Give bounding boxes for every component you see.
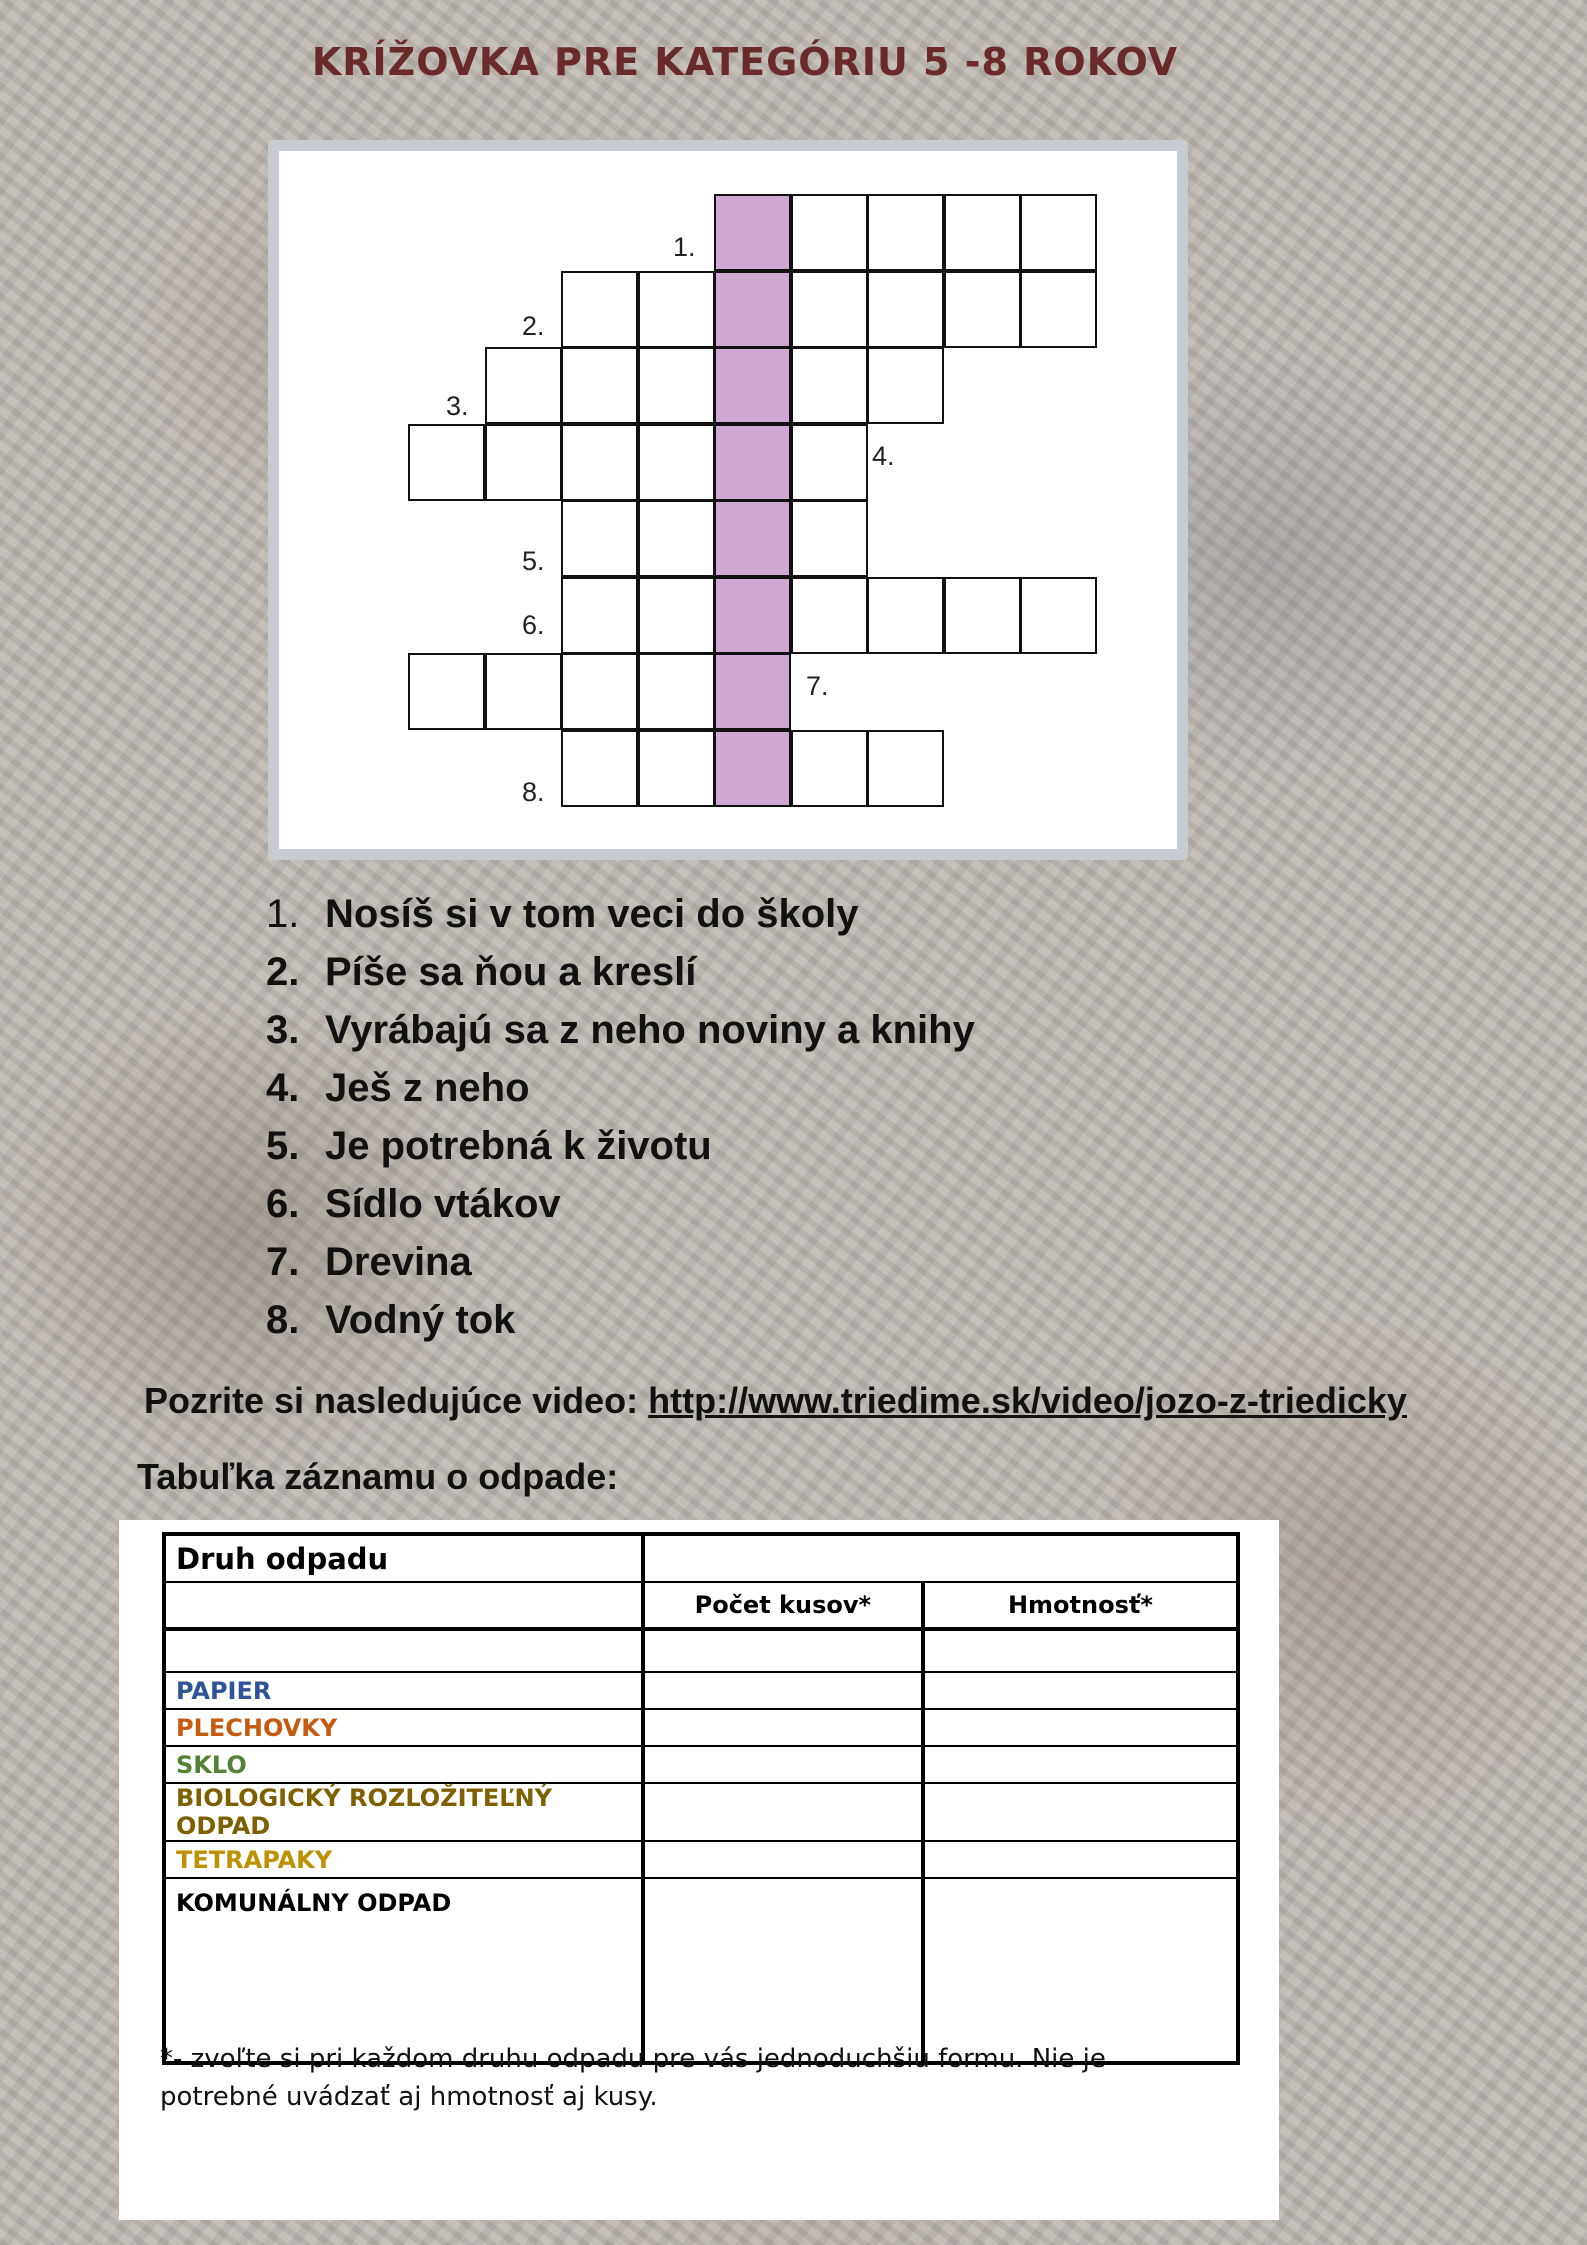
table-header-row [164, 1534, 1238, 1582]
clue-text: Je potrebná k životu [325, 1124, 712, 1168]
crossword-solution-cell[interactable] [714, 653, 791, 730]
crossword-cell[interactable] [944, 577, 1021, 654]
table-row [164, 1878, 1238, 2063]
clue-number: 3. [266, 1008, 300, 1052]
weight-cell[interactable] [923, 1878, 1238, 2063]
crossword-cell[interactable] [1020, 194, 1097, 271]
crossword-solution-cell[interactable] [714, 347, 791, 424]
crossword-cell[interactable] [408, 653, 485, 730]
weight-cell[interactable] [923, 1746, 1238, 1783]
table-row [164, 1783, 1238, 1841]
crossword-cell[interactable] [1020, 271, 1097, 348]
table-row [164, 1672, 1238, 1709]
clue-item [266, 1233, 975, 1291]
count-cell[interactable] [643, 1878, 923, 2063]
clue-number: 4. [266, 1066, 300, 1110]
video-label: Pozrite si nasledujúce video: [144, 1380, 639, 1421]
crossword-cell[interactable] [791, 577, 868, 654]
clue-number: 7. [266, 1240, 300, 1284]
crossword-number: 5. [522, 546, 545, 576]
clue-text: Sídlo vtákov [325, 1182, 561, 1226]
header-empty-cell [643, 1534, 1238, 1582]
clue-item [266, 1175, 975, 1233]
clue-item [266, 943, 975, 1001]
waste-table [162, 1532, 1240, 2065]
video-link[interactable]: http://www.triedime.sk/video/jozo-z-triedicky [648, 1380, 1407, 1421]
crossword-solution-cell[interactable] [714, 271, 791, 348]
weight-cell[interactable] [923, 1783, 1238, 1841]
clue-item [266, 885, 975, 943]
crossword-cell[interactable] [867, 730, 944, 807]
crossword-cell[interactable] [561, 271, 638, 348]
crossword-solution-cell[interactable] [714, 577, 791, 654]
clue-item [266, 1001, 975, 1059]
clue-text: Nosíš si v tom veci do školy [325, 892, 859, 936]
crossword-cell[interactable] [408, 424, 485, 501]
clue-text: Ješ z neho [325, 1066, 530, 1110]
footnote: *- zvoľte si pri každom druhu odpadu pre vás jednoduchšiu formu. Nie je potrebné uvádzať aj hmotnosť aj kusy. [160, 2044, 1106, 2112]
table-row [164, 1709, 1238, 1746]
table-row [164, 1746, 1238, 1783]
crossword-cell[interactable] [638, 271, 715, 348]
header-waste-type: Druh odpadu [164, 1534, 643, 1582]
waste-label: KOMUNÁLNY ODPAD [164, 1878, 643, 2063]
clue-text: Drevina [325, 1240, 472, 1284]
waste-label: PAPIER [164, 1672, 643, 1709]
table-row [164, 1841, 1238, 1878]
crossword-cell[interactable] [1020, 577, 1097, 654]
crossword-cell[interactable] [638, 577, 715, 654]
count-cell[interactable] [643, 1709, 923, 1746]
crossword-cell[interactable] [561, 730, 638, 807]
crossword-number: 8. [522, 777, 545, 807]
crossword-solution-cell[interactable] [714, 500, 791, 577]
crossword-cell[interactable] [791, 194, 868, 271]
crossword-solution-cell[interactable] [714, 424, 791, 501]
crossword-number: 4. [872, 441, 895, 471]
clue-number: 6. [266, 1182, 300, 1226]
clue-list [266, 885, 975, 1349]
subheader-empty-cell [164, 1582, 643, 1629]
clue-text: Vyrábajú sa z neho noviny a knihy [325, 1008, 975, 1052]
waste-label: TETRAPAKY [164, 1841, 643, 1878]
crossword-number: 3. [446, 391, 469, 421]
clue-text: Vodný tok [325, 1298, 516, 1342]
clue-item [266, 1059, 975, 1117]
clue-number: 1. [266, 892, 300, 936]
crossword-cell[interactable] [867, 577, 944, 654]
crossword-cell[interactable] [791, 730, 868, 807]
crossword-cell[interactable] [791, 500, 868, 577]
count-cell[interactable] [643, 1783, 923, 1841]
crossword-cell[interactable] [867, 347, 944, 424]
crossword-cell[interactable] [791, 424, 868, 501]
header-weight: Hmotnosť* [923, 1582, 1238, 1629]
table-row [164, 1629, 1238, 1672]
page-title: KRÍŽOVKA PRE KATEGÓRIU 5 -8 ROKOV [311, 40, 1179, 84]
crossword-cell[interactable] [485, 424, 562, 501]
crossword-cell[interactable] [561, 577, 638, 654]
weight-cell[interactable] [923, 1672, 1238, 1709]
crossword-cell[interactable] [791, 271, 868, 348]
crossword-cell[interactable] [638, 424, 715, 501]
crossword-solution-cell[interactable] [714, 194, 791, 271]
waste-label: PLECHOVKY [164, 1709, 643, 1746]
crossword-cell[interactable] [944, 194, 1021, 271]
weight-cell[interactable] [923, 1629, 1238, 1672]
crossword-cell[interactable] [638, 730, 715, 807]
crossword-cell[interactable] [638, 347, 715, 424]
crossword-cell[interactable] [638, 653, 715, 730]
count-cell[interactable] [643, 1746, 923, 1783]
count-cell[interactable] [643, 1672, 923, 1709]
waste-label: SKLO [164, 1746, 643, 1783]
crossword-solution-cell[interactable] [714, 730, 791, 807]
crossword-cell[interactable] [561, 500, 638, 577]
crossword-cell[interactable] [561, 347, 638, 424]
crossword-cell[interactable] [944, 271, 1021, 348]
crossword-cell[interactable] [867, 271, 944, 348]
crossword-cell[interactable] [561, 424, 638, 501]
crossword-cell[interactable] [867, 194, 944, 271]
crossword-cell[interactable] [561, 653, 638, 730]
table-title: Tabuľka záznamu o odpade: [137, 1456, 619, 1497]
header-count: Počet kusov* [643, 1582, 923, 1629]
blank-cell [164, 1629, 643, 1672]
count-cell[interactable] [643, 1629, 923, 1672]
table-subheader-row [164, 1582, 1238, 1629]
weight-cell[interactable] [923, 1841, 1238, 1878]
clue-number: 2. [266, 950, 300, 994]
count-cell[interactable] [643, 1841, 923, 1878]
clue-text: Píše sa ňou a kreslí [325, 950, 697, 994]
crossword-cell[interactable] [638, 500, 715, 577]
crossword-cell[interactable] [485, 653, 562, 730]
waste-label: BIOLOGICKÝ ROZLOŽITEĽNÝ ODPAD [164, 1783, 643, 1841]
crossword-number: 7. [806, 671, 829, 701]
weight-cell[interactable] [923, 1709, 1238, 1746]
clue-number: 8. [266, 1298, 300, 1342]
clue-item [266, 1117, 975, 1175]
clue-item [266, 1291, 975, 1349]
crossword-number: 1. [673, 232, 696, 262]
crossword-cell[interactable] [791, 347, 868, 424]
crossword-cell[interactable] [485, 347, 562, 424]
clue-number: 5. [266, 1124, 300, 1168]
video-line [144, 1380, 1407, 1422]
crossword-number: 6. [522, 610, 545, 640]
crossword-number: 2. [522, 311, 545, 341]
